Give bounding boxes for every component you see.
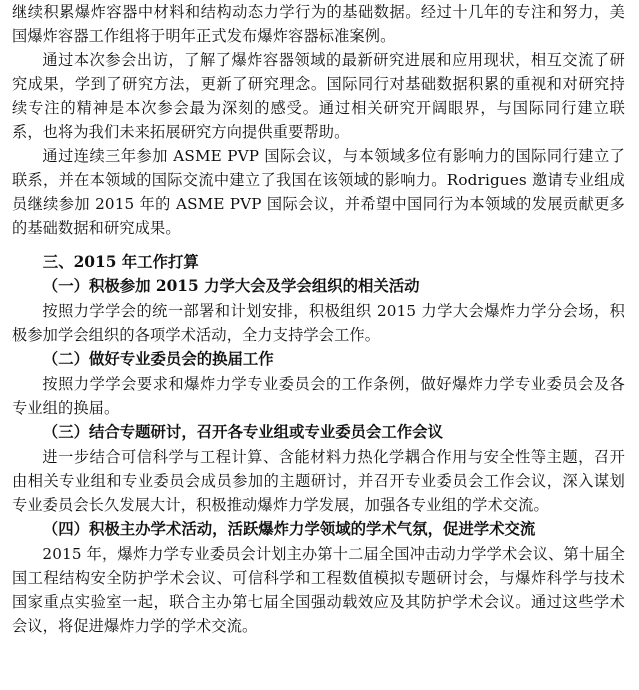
subsection-body-2: 按照力学学会要求和爆炸力学专业委员会的工作条例，做好爆炸力学专业委员会及各专业组的换届。 — [12, 375, 625, 417]
paragraph-asme-pvp: 通过连续三年参加 ASME PVP 国际会议，与本领域多位有影响力的国际同行建立了联系，并在本领域的国际交流中建立了我国在该领域的影响力。Rodrigues 邀请专业组成员继续参加 2015 年的 ASME PVP 国际会议，并希望中国同行为本领域的发展贡献更多的基础数据和研究成果。 — [12, 147, 625, 237]
paragraph-continuation: 继续积累爆炸容器中材料和结构动态力学行为的基础数据。经过十几年的专注和努力，美国爆炸容器工作组将于明年正式发布爆炸容器标准案例。 — [12, 3, 625, 45]
paragraph-visit-findings: 通过本次参会出访，了解了爆炸容器领域的最新研究进展和应用现状，相互交流了研究成果，学到了研究方法，更新了研究理念。国际同行对基础数据积累的重视和对研究持续专注的精神是本次参会最为深刻的感受。通过相关研究开阔眼界，与国际同行建立联系，也将为我们未来拓展研究方向提供重要帮助。 — [12, 51, 625, 141]
subsection-heading-2: （二）做好专业委员会的换届工作 — [42, 350, 274, 368]
subsection-body-3: 进一步结合可信科学与工程计算、含能材料力热化学耦合作用与安全性等主题，召开由相关专业组和专业委员会成员参加的主题研讨，并召开专业委员会工作会议，深入谋划专业委员会长久发展大计，积极推动爆炸力学发展，加强各专业组的学术交流。 — [12, 448, 625, 514]
subsection-heading-3: （三）结合专题研讨，召开各专业组或专业委员会工作会议 — [42, 423, 443, 441]
subsection-heading-4: （四）积极主办学术活动，活跃爆炸力学领域的学术气氛，促进学术交流 — [42, 520, 536, 538]
section-heading-2015-plan: 三、2015 年工作打算 — [42, 253, 199, 271]
subsection-heading-1: （一）积极参加 2015 力学大会及学会组织的相关活动 — [42, 277, 420, 295]
subsection-body-1: 按照力学学会的统一部署和计划安排，积极组织 2015 力学大会爆炸力学分会场，积极参加学会组织的各项学术活动，全力支持学会工作。 — [12, 302, 625, 344]
subsection-body-4: 2015 年，爆炸力学专业委员会计划主办第十二届全国冲击动力学学术会议、第十届全国工程结构安全防护学术会议、可信科学和工程数值模拟专题研讨会，与爆炸科学与技术国家重点实验室一起，联合主办第七届全国强动载效应及其防护学术会议。通过这些学术会议，将促进爆炸力学的学术交流。 — [12, 545, 625, 635]
